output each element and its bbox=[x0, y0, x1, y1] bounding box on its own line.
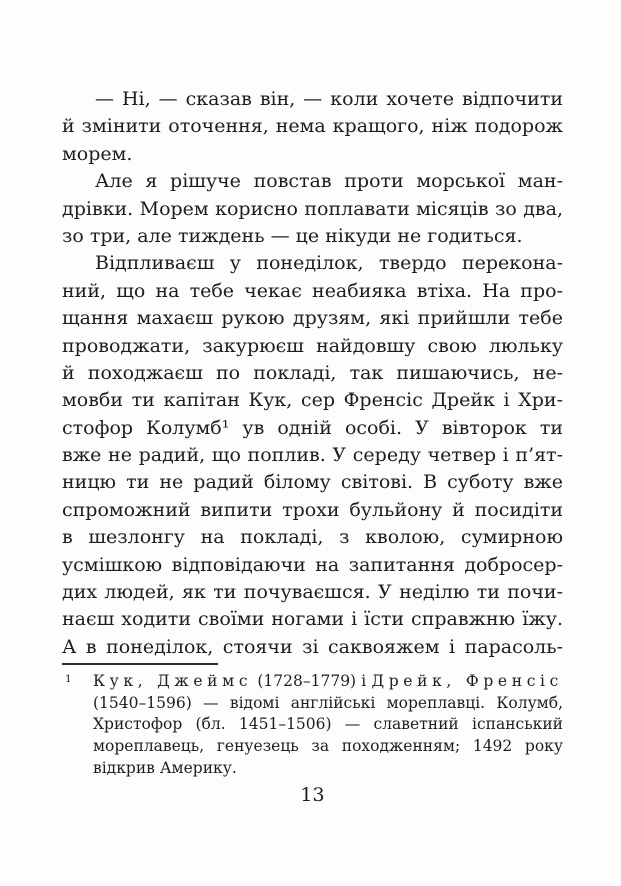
text-line: мореплавець, генуезець за походженням; 1492 року bbox=[93, 737, 563, 756]
paragraph bbox=[62, 168, 563, 250]
text-line: (1540–1596) — відомі англійські мореплавці. Колумб, bbox=[93, 693, 563, 712]
text-line: зо три, але тиждень — це нікуди не годиться. bbox=[62, 224, 523, 247]
main-text bbox=[62, 86, 563, 661]
paragraph bbox=[62, 86, 563, 168]
text-line: щання махаєш рукою друзям, які прийшли тебе bbox=[62, 307, 563, 330]
text-line: усмішкою відповідаючи на запитання добросер- bbox=[62, 553, 563, 576]
letterspaced-name: Дрейк, Френсіс bbox=[371, 672, 563, 690]
text-line: Відпливаєш у понеділок, твердо перекона- bbox=[95, 252, 563, 275]
text-line: наєш ходити своїми ногами і їсти справжню їжу. bbox=[62, 608, 563, 631]
page-number: 13 bbox=[300, 784, 325, 806]
text-line: дих людей, як ти почуваєшся. У неділю ти почи- bbox=[62, 581, 563, 604]
text-line: мовби ти капітан Кук, сер Френсіс Дрейк і Хри- bbox=[62, 389, 563, 412]
text-line: в шезлонгу на покладі, з кволою, сумирною bbox=[62, 526, 563, 549]
footnote-separator bbox=[62, 663, 218, 665]
footnote bbox=[62, 671, 563, 779]
text-line: Але я рішуче повстав проти морської ман- bbox=[95, 170, 563, 193]
text-line: дрівки. Морем корисно поплавати місяців зо два, bbox=[62, 197, 563, 220]
text-line: морем. bbox=[62, 142, 133, 165]
text-line: вже не радий, що поплив. У середу четвер і п’ят- bbox=[62, 444, 563, 467]
text-line: ний, що на тебе чекає неабияка втіха. На про- bbox=[62, 279, 563, 302]
text-line: ницю ти не радий білому світові. В суботу вже bbox=[62, 471, 563, 494]
text-line: й походжаєш по покладі, так пишаючись, не- bbox=[62, 361, 563, 384]
text-run: (1728–1779) і bbox=[252, 672, 372, 690]
text-line: відкрив Америку. bbox=[93, 758, 237, 777]
text-line: стофор Колумб¹ ув одній особі. У вівторок ти bbox=[62, 416, 563, 439]
text-line: Христофор (бл. 1451–1506) — славетний іспанський bbox=[93, 715, 563, 734]
text-line: — Ні, — сказав він, — коли хочете відпочити bbox=[95, 88, 563, 110]
footnote-marker: 1 bbox=[65, 673, 72, 685]
text-line: й змінити оточення, нема кращого, ніж подорож bbox=[62, 115, 563, 138]
letterspaced-name: Кук, Джеймс bbox=[93, 672, 253, 690]
paragraph bbox=[62, 250, 563, 661]
text-line: А в понеділок, стоячи зі саквояжем і парасоль- bbox=[62, 635, 563, 658]
text-line: проводжати, закурюєш найдовшу свою люльку bbox=[62, 334, 563, 357]
text-line bbox=[93, 671, 563, 693]
footnote-body bbox=[62, 671, 563, 779]
text-line: спроможний випити трохи бульйону й посидіти bbox=[62, 498, 563, 521]
